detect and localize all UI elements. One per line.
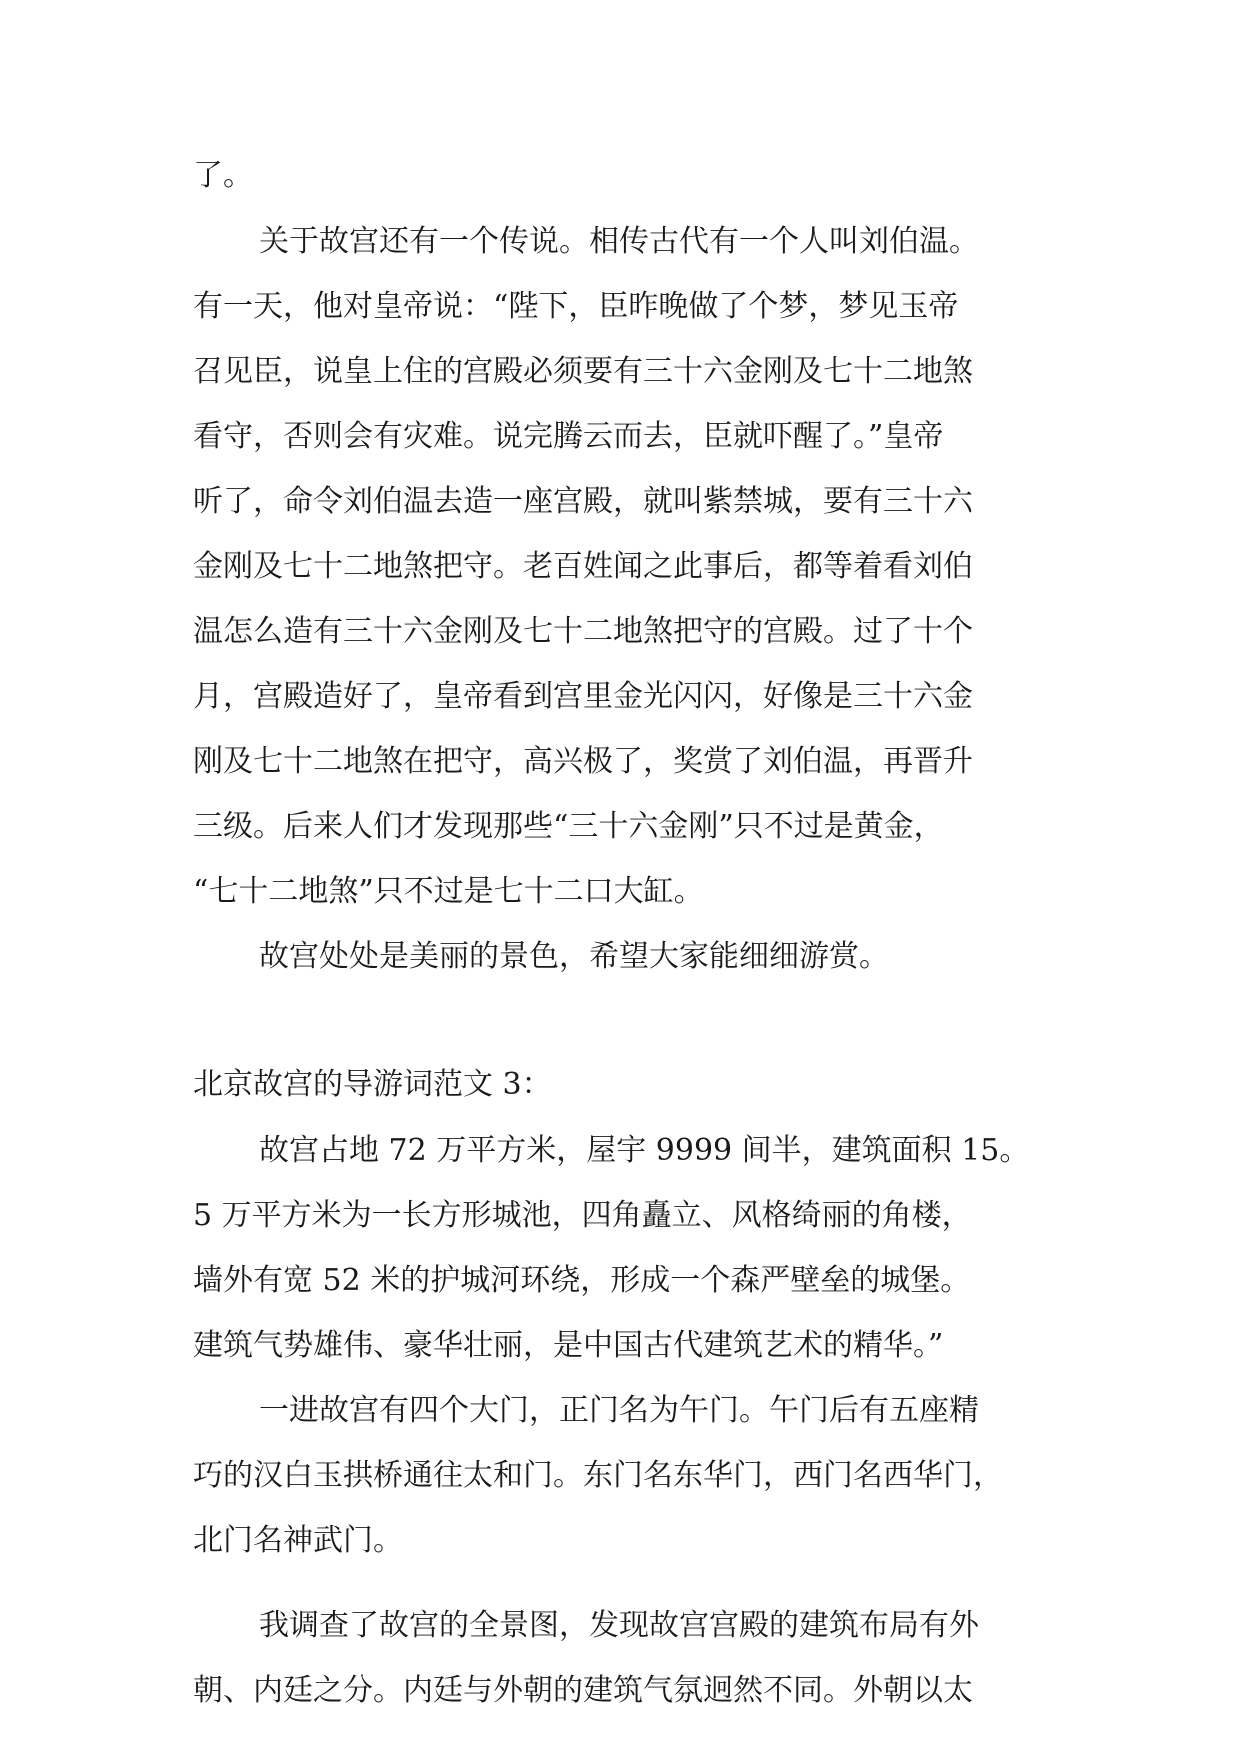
text-line: 三级。后来人们才发现那些“三十六金刚”只不过是黄金， [193, 809, 944, 844]
paragraph-first-line: 我调查了故宫的全景图，发现故宫宫殿的建筑布局有外 [259, 1608, 979, 1643]
text-line: 温怎么造有三十六金刚及七十二地煞把守的宫殿。过了十个 [193, 614, 973, 649]
paragraph-first-line: 故宫处处是美丽的景色，希望大家能细细游赏。 [259, 939, 889, 974]
text-line: 5 万平方米为一长方形城池，四角矗立、风格绮丽的角楼， [193, 1198, 972, 1233]
section-heading: 北京故宫的导游词范文 3： [193, 1067, 552, 1102]
text-line: 了。 [193, 158, 253, 193]
text-line: 朝、内廷之分。内廷与外朝的建筑气氛迥然不同。外朝以太 [193, 1673, 973, 1708]
text-line: 月，宫殿造好了，皇帝看到宫里金光闪闪，好像是三十六金 [193, 679, 973, 714]
text-line: “七十二地煞”只不过是七十二口大缸。 [193, 874, 704, 909]
paragraph-first-line: 一进故宫有四个大门，正门名为午门。午门后有五座精 [259, 1393, 979, 1428]
text-line: 听了，命令刘伯温去造一座宫殿，就叫紫禁城，要有三十六 [193, 484, 973, 519]
text-line: 有一天，他对皇帝说：“陛下，臣昨晚做了个梦，梦见玉帝 [193, 289, 959, 324]
text-line: 看守，否则会有灾难。说完腾云而去，臣就吓醒了。”皇帝 [193, 419, 944, 454]
text-line: 金刚及七十二地煞把守。老百姓闻之此事后，都等着看刘伯 [193, 549, 973, 584]
text-line: 召见臣，说皇上住的宫殿必须要有三十六金刚及七十二地煞 [193, 354, 973, 389]
text-line: 建筑气势雄伟、豪华壮丽，是中国古代建筑艺术的精华。” [193, 1328, 944, 1363]
paragraph-first-line: 故宫占地 72 万平方米，屋宇 9999 间半，建筑面积 15。 [259, 1133, 1030, 1168]
text-line: 刚及七十二地煞在把守，高兴极了，奖赏了刘伯温，再晋升 [193, 744, 973, 779]
text-line: 北门名神武门。 [193, 1523, 403, 1558]
text-line: 墙外有宽 52 米的护城河环绕，形成一个森严壁垒的城堡。 [193, 1263, 971, 1298]
text-line: 巧的汉白玉拱桥通往太和门。东门名东华门，西门名西华门， [193, 1458, 1003, 1493]
paragraph-first-line: 关于故宫还有一个传说。相传古代有一个人叫刘伯温。 [259, 224, 979, 259]
